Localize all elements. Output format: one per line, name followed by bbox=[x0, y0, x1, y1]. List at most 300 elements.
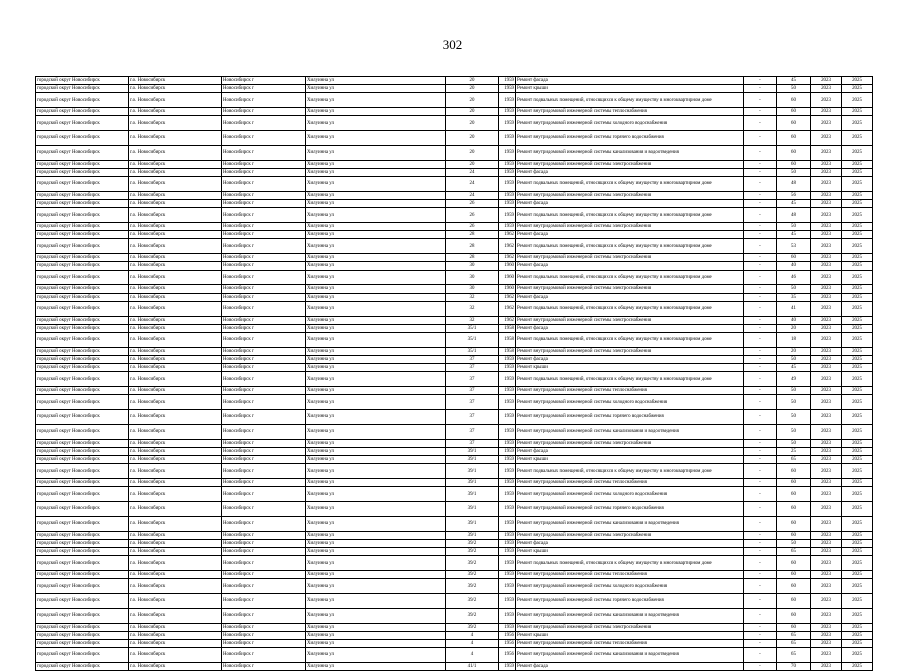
start-year-cell: 2023 bbox=[811, 579, 842, 594]
end-year-cell: 2025 bbox=[842, 464, 873, 479]
marker-cell: - bbox=[744, 108, 777, 116]
settlement-cell: г.о. Новосибирск bbox=[129, 285, 222, 293]
settlement-cell: г.о. Новосибирск bbox=[129, 410, 222, 425]
settlement-cell: г.о. Новосибирск bbox=[129, 608, 222, 623]
locality-cell: Новосибирск г bbox=[222, 424, 306, 439]
end-year-cell: 2025 bbox=[842, 254, 873, 262]
marker-cell: - bbox=[744, 447, 777, 455]
settlement-cell: г.о. Новосибирск bbox=[129, 116, 222, 131]
marker-cell: - bbox=[744, 479, 777, 487]
cost-cell: 50 bbox=[777, 387, 811, 395]
house-cell: 32 bbox=[446, 293, 499, 301]
settlement-cell: г.о. Новосибирск bbox=[129, 464, 222, 479]
year-built-cell: 1959 bbox=[499, 556, 516, 571]
year-built-cell: 1956 bbox=[499, 639, 516, 647]
end-year-cell: 2025 bbox=[842, 324, 873, 332]
district-cell: городской округ Новосибирск bbox=[36, 160, 129, 168]
marker-cell: - bbox=[744, 231, 777, 239]
work-type-cell: Ремонт внутридомовой инженерной системы канализования и водоотведения bbox=[516, 648, 744, 663]
street-cell: Хилуинна ул bbox=[306, 410, 446, 425]
start-year-cell: 2023 bbox=[811, 648, 842, 663]
table-row bbox=[36, 579, 873, 594]
year-built-cell: 1959 bbox=[499, 579, 516, 594]
start-year-cell: 2023 bbox=[811, 539, 842, 547]
street-cell: Хилуинна ул bbox=[306, 168, 446, 176]
start-year-cell: 2023 bbox=[811, 424, 842, 439]
street-cell: Хилуинна ул bbox=[306, 631, 446, 639]
locality-cell: Новосибирск г bbox=[222, 447, 306, 455]
end-year-cell: 2025 bbox=[842, 639, 873, 647]
marker-cell: - bbox=[744, 316, 777, 324]
street-cell: Хилуинна ул bbox=[306, 479, 446, 487]
start-year-cell: 2023 bbox=[811, 355, 842, 363]
year-built-cell: 1956 bbox=[499, 648, 516, 663]
table-row bbox=[36, 631, 873, 639]
work-type-cell: Ремонт фасада bbox=[516, 324, 744, 332]
year-built-cell: 1962 bbox=[499, 316, 516, 324]
street-cell: Хилуинна ул bbox=[306, 160, 446, 168]
street-cell: Хилуинна ул bbox=[306, 608, 446, 623]
start-year-cell: 2023 bbox=[811, 93, 842, 108]
street-cell: Хилуинна ул bbox=[306, 177, 446, 192]
street-cell: Хилуинна ул bbox=[306, 270, 446, 285]
end-year-cell: 2025 bbox=[842, 372, 873, 387]
settlement-cell: г.о. Новосибирск bbox=[129, 223, 222, 231]
locality-cell: Новосибирск г bbox=[222, 608, 306, 623]
table-row bbox=[36, 364, 873, 372]
district-cell: городской округ Новосибирск bbox=[36, 200, 129, 208]
marker-cell: - bbox=[744, 200, 777, 208]
settlement-cell: г.о. Новосибирск bbox=[129, 487, 222, 502]
house-cell: 26 bbox=[446, 208, 499, 223]
street-cell: Хилуинна ул bbox=[306, 347, 446, 355]
street-cell: Хилуинна ул bbox=[306, 293, 446, 301]
year-built-cell: 1962 bbox=[499, 231, 516, 239]
house-cell: 30 bbox=[446, 262, 499, 270]
locality-cell: Новосибирск г bbox=[222, 631, 306, 639]
work-type-cell: Ремонт подвальных помещений, относящихся к общему имуществу в многоквартирном доме bbox=[516, 177, 744, 192]
house-cell: 41/1 bbox=[446, 662, 499, 670]
end-year-cell: 2025 bbox=[842, 410, 873, 425]
table-row bbox=[36, 285, 873, 293]
district-cell: городской округ Новосибирск bbox=[36, 347, 129, 355]
locality-cell: Новосибирск г bbox=[222, 177, 306, 192]
work-type-cell: Ремонт внутридомовой инженерной системы канализования и водоотведения bbox=[516, 608, 744, 623]
work-type-cell: Ремонт фасада bbox=[516, 200, 744, 208]
start-year-cell: 2023 bbox=[811, 208, 842, 223]
settlement-cell: г.о. Новосибирск bbox=[129, 332, 222, 347]
house-cell: 39/2 bbox=[446, 579, 499, 594]
house-cell: 20 bbox=[446, 145, 499, 160]
start-year-cell: 2023 bbox=[811, 77, 842, 85]
house-cell: 39/2 bbox=[446, 594, 499, 609]
settlement-cell: г.о. Новосибирск bbox=[129, 424, 222, 439]
work-type-cell: Ремонт внутридомовой инженерной системы электроснабжения bbox=[516, 160, 744, 168]
district-cell: городской округ Новосибирск bbox=[36, 648, 129, 663]
district-cell: городской округ Новосибирск bbox=[36, 387, 129, 395]
marker-cell: - bbox=[744, 131, 777, 146]
cost-cell: 50 bbox=[777, 424, 811, 439]
table-row bbox=[36, 648, 873, 663]
district-cell: городской округ Новосибирск bbox=[36, 262, 129, 270]
cost-cell: 65 bbox=[777, 639, 811, 647]
district-cell: городской округ Новосибирск bbox=[36, 372, 129, 387]
table-row bbox=[36, 77, 873, 85]
marker-cell: - bbox=[744, 387, 777, 395]
year-built-cell: 1960 bbox=[499, 262, 516, 270]
locality-cell: Новосибирск г bbox=[222, 364, 306, 372]
start-year-cell: 2023 bbox=[811, 556, 842, 571]
start-year-cell: 2023 bbox=[811, 531, 842, 539]
start-year-cell: 2023 bbox=[811, 410, 842, 425]
work-type-cell: Ремонт крыши bbox=[516, 456, 744, 464]
start-year-cell: 2023 bbox=[811, 548, 842, 556]
table-row bbox=[36, 324, 873, 332]
street-cell: Хилуинна ул bbox=[306, 108, 446, 116]
table-row bbox=[36, 316, 873, 324]
table-row bbox=[36, 200, 873, 208]
year-built-cell: 1959 bbox=[499, 223, 516, 231]
end-year-cell: 2025 bbox=[842, 108, 873, 116]
street-cell: Хилуинна ул bbox=[306, 145, 446, 160]
house-cell: 35/1 bbox=[446, 347, 499, 355]
district-cell: городской округ Новосибирск bbox=[36, 177, 129, 192]
street-cell: Хилуинна ул bbox=[306, 131, 446, 146]
year-built-cell: 1959 bbox=[499, 108, 516, 116]
district-cell: городской округ Новосибирск bbox=[36, 208, 129, 223]
start-year-cell: 2023 bbox=[811, 293, 842, 301]
table-row bbox=[36, 116, 873, 131]
settlement-cell: г.о. Новосибирск bbox=[129, 93, 222, 108]
start-year-cell: 2023 bbox=[811, 85, 842, 93]
table-row bbox=[36, 208, 873, 223]
start-year-cell: 2023 bbox=[811, 285, 842, 293]
table-row bbox=[36, 270, 873, 285]
locality-cell: Новосибирск г bbox=[222, 464, 306, 479]
house-cell: 30 bbox=[446, 285, 499, 293]
end-year-cell: 2025 bbox=[842, 387, 873, 395]
start-year-cell: 2023 bbox=[811, 487, 842, 502]
year-built-cell: 1959 bbox=[499, 623, 516, 631]
settlement-cell: г.о. Новосибирск bbox=[129, 355, 222, 363]
year-built-cell: 1959 bbox=[499, 177, 516, 192]
cost-cell: 53 bbox=[777, 239, 811, 254]
marker-cell: - bbox=[744, 145, 777, 160]
table-row bbox=[36, 439, 873, 447]
year-built-cell: 1959 bbox=[499, 131, 516, 146]
house-cell: 39/1 bbox=[446, 447, 499, 455]
table-row bbox=[36, 662, 873, 670]
table-row bbox=[36, 556, 873, 571]
locality-cell: Новосибирск г bbox=[222, 108, 306, 116]
locality-cell: Новосибирск г bbox=[222, 556, 306, 571]
end-year-cell: 2025 bbox=[842, 191, 873, 199]
marker-cell: - bbox=[744, 648, 777, 663]
house-cell: 24 bbox=[446, 177, 499, 192]
year-built-cell: 1959 bbox=[499, 410, 516, 425]
cost-cell: 60 bbox=[777, 608, 811, 623]
locality-cell: Новосибирск г bbox=[222, 548, 306, 556]
work-type-cell: Ремонт подвальных помещений, относящихся к общему имуществу в многоквартирном доме bbox=[516, 301, 744, 316]
marker-cell: - bbox=[744, 487, 777, 502]
end-year-cell: 2025 bbox=[842, 168, 873, 176]
settlement-cell: г.о. Новосибирск bbox=[129, 531, 222, 539]
cost-cell: 45 bbox=[777, 200, 811, 208]
year-built-cell: 1960 bbox=[499, 270, 516, 285]
district-cell: городской округ Новосибирск bbox=[36, 447, 129, 455]
year-built-cell: 1959 bbox=[499, 608, 516, 623]
work-type-cell: Ремонт фасада bbox=[516, 355, 744, 363]
locality-cell: Новосибирск г bbox=[222, 479, 306, 487]
marker-cell: - bbox=[744, 395, 777, 410]
start-year-cell: 2023 bbox=[811, 571, 842, 579]
start-year-cell: 2023 bbox=[811, 364, 842, 372]
district-cell: городской округ Новосибирск bbox=[36, 439, 129, 447]
marker-cell: - bbox=[744, 594, 777, 609]
year-built-cell: 1959 bbox=[499, 502, 516, 517]
house-cell: 39/2 bbox=[446, 548, 499, 556]
marker-cell: - bbox=[744, 623, 777, 631]
work-type-cell: Ремонт подвальных помещений, относящихся к общему имуществу в многоквартирном доме bbox=[516, 372, 744, 387]
district-cell: городской округ Новосибирск bbox=[36, 579, 129, 594]
street-cell: Хилуинна ул bbox=[306, 93, 446, 108]
locality-cell: Новосибирск г bbox=[222, 85, 306, 93]
table-row bbox=[36, 487, 873, 502]
locality-cell: Новосибирск г bbox=[222, 355, 306, 363]
work-type-cell: Ремонт подвальных помещений, относящихся к общему имуществу в многоквартирном доме bbox=[516, 239, 744, 254]
end-year-cell: 2025 bbox=[842, 631, 873, 639]
settlement-cell: г.о. Новосибирск bbox=[129, 301, 222, 316]
district-cell: городской округ Новосибирск bbox=[36, 108, 129, 116]
marker-cell: - bbox=[744, 168, 777, 176]
cost-cell: 45 bbox=[777, 231, 811, 239]
work-type-cell: Ремонт крыши bbox=[516, 548, 744, 556]
locality-cell: Новосибирск г bbox=[222, 531, 306, 539]
table-row bbox=[36, 464, 873, 479]
cost-cell: 20 bbox=[777, 347, 811, 355]
end-year-cell: 2025 bbox=[842, 200, 873, 208]
cost-cell: 60 bbox=[777, 93, 811, 108]
cost-cell: 49 bbox=[777, 372, 811, 387]
street-cell: Хилуинна ул bbox=[306, 355, 446, 363]
house-cell: 20 bbox=[446, 93, 499, 108]
end-year-cell: 2025 bbox=[842, 116, 873, 131]
street-cell: Хилуинна ул bbox=[306, 324, 446, 332]
end-year-cell: 2025 bbox=[842, 548, 873, 556]
end-year-cell: 2025 bbox=[842, 364, 873, 372]
locality-cell: Новосибирск г bbox=[222, 116, 306, 131]
work-type-cell: Ремонт внутридомовой инженерной системы теплоснабжения bbox=[516, 387, 744, 395]
end-year-cell: 2025 bbox=[842, 293, 873, 301]
cost-cell: 60 bbox=[777, 131, 811, 146]
locality-cell: Новосибирск г bbox=[222, 262, 306, 270]
end-year-cell: 2025 bbox=[842, 502, 873, 517]
end-year-cell: 2025 bbox=[842, 285, 873, 293]
settlement-cell: г.о. Новосибирск bbox=[129, 539, 222, 547]
district-cell: городской округ Новосибирск bbox=[36, 332, 129, 347]
locality-cell: Новосибирск г bbox=[222, 516, 306, 531]
work-type-cell: Ремонт внутридомовой инженерной системы теплоснабжения bbox=[516, 639, 744, 647]
settlement-cell: г.о. Новосибирск bbox=[129, 293, 222, 301]
start-year-cell: 2023 bbox=[811, 608, 842, 623]
start-year-cell: 2023 bbox=[811, 456, 842, 464]
end-year-cell: 2025 bbox=[842, 85, 873, 93]
marker-cell: - bbox=[744, 301, 777, 316]
district-cell: городской округ Новосибирск bbox=[36, 623, 129, 631]
table-row bbox=[36, 447, 873, 455]
start-year-cell: 2023 bbox=[811, 116, 842, 131]
district-cell: городской округ Новосибирск bbox=[36, 539, 129, 547]
year-built-cell: 1962 bbox=[499, 239, 516, 254]
work-type-cell: Ремонт внутридомовой инженерной системы горячего водоснабжения bbox=[516, 131, 744, 146]
end-year-cell: 2025 bbox=[842, 531, 873, 539]
marker-cell: - bbox=[744, 293, 777, 301]
street-cell: Хилуинна ул bbox=[306, 208, 446, 223]
work-type-cell: Ремонт внутридомовой инженерной системы электроснабжения bbox=[516, 316, 744, 324]
house-cell: 28 bbox=[446, 254, 499, 262]
work-type-cell: Ремонт фасада bbox=[516, 539, 744, 547]
settlement-cell: г.о. Новосибирск bbox=[129, 556, 222, 571]
table-row bbox=[36, 502, 873, 517]
marker-cell: - bbox=[744, 254, 777, 262]
district-cell: городской округ Новосибирск bbox=[36, 662, 129, 670]
cost-cell: 50 bbox=[777, 355, 811, 363]
cost-cell: 60 bbox=[777, 531, 811, 539]
start-year-cell: 2023 bbox=[811, 447, 842, 455]
district-cell: городской округ Новосибирск bbox=[36, 639, 129, 647]
year-built-cell: 1959 bbox=[499, 85, 516, 93]
table-row bbox=[36, 254, 873, 262]
year-built-cell: 1959 bbox=[499, 571, 516, 579]
cost-cell: 65 bbox=[777, 631, 811, 639]
end-year-cell: 2025 bbox=[842, 395, 873, 410]
locality-cell: Новосибирск г bbox=[222, 648, 306, 663]
work-type-cell: Ремонт внутридомовой инженерной системы теплоснабжения bbox=[516, 479, 744, 487]
end-year-cell: 2025 bbox=[842, 239, 873, 254]
cost-cell: 60 bbox=[777, 594, 811, 609]
marker-cell: - bbox=[744, 516, 777, 531]
settlement-cell: г.о. Новосибирск bbox=[129, 548, 222, 556]
table-row bbox=[36, 548, 873, 556]
settlement-cell: г.о. Новосибирск bbox=[129, 324, 222, 332]
district-cell: городской округ Новосибирск bbox=[36, 410, 129, 425]
street-cell: Хилуинна ул bbox=[306, 239, 446, 254]
table-row bbox=[36, 479, 873, 487]
district-cell: городской округ Новосибирск bbox=[36, 116, 129, 131]
district-cell: городской округ Новосибирск bbox=[36, 293, 129, 301]
end-year-cell: 2025 bbox=[842, 479, 873, 487]
start-year-cell: 2023 bbox=[811, 254, 842, 262]
work-type-cell: Ремонт внутридомовой инженерной системы электроснабжения bbox=[516, 254, 744, 262]
marker-cell: - bbox=[744, 116, 777, 131]
start-year-cell: 2023 bbox=[811, 639, 842, 647]
street-cell: Хилуинна ул bbox=[306, 77, 446, 85]
end-year-cell: 2025 bbox=[842, 539, 873, 547]
table-row bbox=[36, 262, 873, 270]
district-cell: городской округ Новосибирск bbox=[36, 168, 129, 176]
work-type-cell: Ремонт фасада bbox=[516, 662, 744, 670]
start-year-cell: 2023 bbox=[811, 316, 842, 324]
locality-cell: Новосибирск г bbox=[222, 487, 306, 502]
locality-cell: Новосибирск г bbox=[222, 324, 306, 332]
street-cell: Хилуинна ул bbox=[306, 395, 446, 410]
cost-cell: 25 bbox=[777, 447, 811, 455]
locality-cell: Новосибирск г bbox=[222, 293, 306, 301]
marker-cell: - bbox=[744, 85, 777, 93]
table-row bbox=[36, 531, 873, 539]
street-cell: Хилуинна ул bbox=[306, 648, 446, 663]
start-year-cell: 2023 bbox=[811, 347, 842, 355]
marker-cell: - bbox=[744, 639, 777, 647]
work-type-cell: Ремонт внутридомовой инженерной системы электроснабжения bbox=[516, 439, 744, 447]
locality-cell: Новосибирск г bbox=[222, 131, 306, 146]
year-built-cell: 1959 bbox=[499, 364, 516, 372]
start-year-cell: 2023 bbox=[811, 372, 842, 387]
cost-cell: 48 bbox=[777, 177, 811, 192]
locality-cell: Новосибирск г bbox=[222, 332, 306, 347]
table-row bbox=[36, 293, 873, 301]
district-cell: городской округ Новосибирск bbox=[36, 531, 129, 539]
locality-cell: Новосибирск г bbox=[222, 347, 306, 355]
start-year-cell: 2023 bbox=[811, 262, 842, 270]
work-type-cell: Ремонт крыши bbox=[516, 364, 744, 372]
settlement-cell: г.о. Новосибирск bbox=[129, 456, 222, 464]
street-cell: Хилуинна ул bbox=[306, 301, 446, 316]
table-row bbox=[36, 355, 873, 363]
table-body bbox=[36, 77, 873, 671]
house-cell: 39/1 bbox=[446, 487, 499, 502]
street-cell: Хилуинна ул bbox=[306, 662, 446, 670]
end-year-cell: 2025 bbox=[842, 447, 873, 455]
cost-cell: 60 bbox=[777, 254, 811, 262]
settlement-cell: г.о. Новосибирск bbox=[129, 200, 222, 208]
start-year-cell: 2023 bbox=[811, 594, 842, 609]
page-number: 302 bbox=[442, 37, 463, 52]
settlement-cell: г.о. Новосибирск bbox=[129, 372, 222, 387]
cost-cell: 60 bbox=[777, 464, 811, 479]
cost-cell: 60 bbox=[777, 516, 811, 531]
house-cell: 39/2 bbox=[446, 623, 499, 631]
end-year-cell: 2025 bbox=[842, 456, 873, 464]
cost-cell: 50 bbox=[777, 85, 811, 93]
locality-cell: Новосибирск г bbox=[222, 285, 306, 293]
marker-cell: - bbox=[744, 571, 777, 579]
table-row bbox=[36, 395, 873, 410]
cost-cell: 60 bbox=[777, 487, 811, 502]
marker-cell: - bbox=[744, 332, 777, 347]
marker-cell: - bbox=[744, 631, 777, 639]
settlement-cell: г.о. Новосибирск bbox=[129, 623, 222, 631]
locality-cell: Новосибирск г bbox=[222, 372, 306, 387]
cost-cell: 45 bbox=[777, 364, 811, 372]
marker-cell: - bbox=[744, 285, 777, 293]
house-cell: 37 bbox=[446, 439, 499, 447]
start-year-cell: 2023 bbox=[811, 223, 842, 231]
street-cell: Хилуинна ул bbox=[306, 531, 446, 539]
cost-cell: 40 bbox=[777, 262, 811, 270]
locality-cell: Новосибирск г bbox=[222, 395, 306, 410]
table-row bbox=[36, 639, 873, 647]
start-year-cell: 2023 bbox=[811, 332, 842, 347]
table-row bbox=[36, 85, 873, 93]
table-row bbox=[36, 223, 873, 231]
work-type-cell: Ремонт фасада bbox=[516, 447, 744, 455]
start-year-cell: 2023 bbox=[811, 464, 842, 479]
start-year-cell: 2023 bbox=[811, 387, 842, 395]
locality-cell: Новосибирск г bbox=[222, 254, 306, 262]
start-year-cell: 2023 bbox=[811, 200, 842, 208]
year-built-cell: 1959 bbox=[499, 456, 516, 464]
